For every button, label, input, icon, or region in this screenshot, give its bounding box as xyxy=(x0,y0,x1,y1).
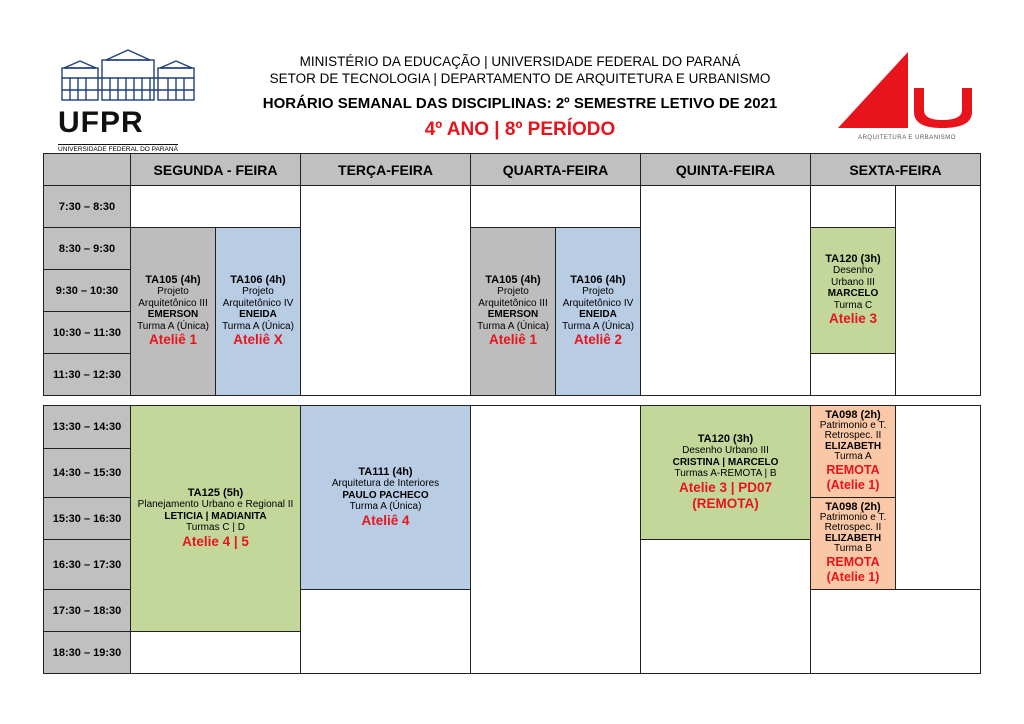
time-slot: 17:30 – 18:30 xyxy=(43,589,131,632)
time-slot: 13:30 – 14:30 xyxy=(43,405,131,449)
empty-cell xyxy=(470,185,641,228)
class-block-fri-ta098a xyxy=(810,405,896,498)
class-title: Patrimonio e T. xyxy=(819,419,887,431)
day-header-thursday: QUINTA-FEIRA xyxy=(640,153,811,186)
class-turma: Turma A (Única) xyxy=(222,320,294,332)
class-code: TA125 (5h) xyxy=(187,486,244,499)
class-title: Desenho Urbano III xyxy=(682,445,769,456)
class-block-tue-ta111 xyxy=(300,405,471,590)
ufpr-building-icon xyxy=(58,48,198,103)
class-block-mon-ta106 xyxy=(215,227,301,396)
class-room: Ateliê 4 xyxy=(361,512,410,528)
class-turma: Turma B xyxy=(834,543,872,555)
class-title: Arquitetônico IV xyxy=(222,297,294,309)
empty-cell xyxy=(810,589,981,674)
class-block-fri-ta098b xyxy=(810,497,896,590)
class-code: TA098 (2h) xyxy=(825,409,881,422)
class-block-fri-ta120 xyxy=(810,227,896,354)
class-professor: EMERSON xyxy=(147,309,199,321)
empty-cell xyxy=(895,405,981,590)
time-slot: 8:30 – 9:30 xyxy=(43,227,131,270)
class-professor: EMERSON xyxy=(487,309,539,321)
empty-cell xyxy=(640,185,811,396)
class-title: Arquitetônico IV xyxy=(562,297,634,309)
empty-cell xyxy=(300,185,471,396)
au-logo-icon xyxy=(838,52,976,130)
class-professor: ELIZABETH xyxy=(824,440,882,452)
au-logo-text: ARQUITETURA E URBANISMO xyxy=(858,135,956,141)
class-title: Arquitetônico III xyxy=(478,297,548,309)
time-slot: 14:30 – 15:30 xyxy=(43,448,131,498)
empty-cell xyxy=(640,539,811,674)
time-slot: 7:30 – 8:30 xyxy=(43,185,131,228)
class-code: TA111 (4h) xyxy=(358,465,413,478)
class-room: REMOTA xyxy=(826,462,880,477)
class-title: Patrimonio e T. xyxy=(819,511,887,523)
day-header-monday: SEGUNDA - FEIRA xyxy=(130,153,301,186)
class-professor: PAULO PACHECO xyxy=(342,489,429,501)
header-ministry: MINISTÉRIO DA EDUCAÇÃO | UNIVERSIDADE FEDERAL DO PARANÁ xyxy=(299,54,741,69)
empty-cell xyxy=(810,353,896,396)
class-title: Desenho xyxy=(832,265,874,277)
class-block-mon-ta105 xyxy=(130,227,216,396)
class-turma: Turma A (Única) xyxy=(137,320,209,332)
page-title: HORÁRIO SEMANAL DAS DISCIPLINAS: 2º SEMESTRE LETIVO DE 2021 xyxy=(262,95,778,112)
empty-cell xyxy=(130,185,301,228)
class-title: Projeto xyxy=(582,286,614,298)
class-turma: Turma A (Única) xyxy=(349,501,422,512)
class-turma: Turma A (Única) xyxy=(477,320,549,332)
class-code: TA120 (3h) xyxy=(825,252,881,265)
page-subtitle: 4º ANO | 8º PERÍODO xyxy=(424,119,616,140)
class-turma: Turmas A-REMOTA | B xyxy=(674,468,777,479)
day-header-tuesday: TERÇA-FEIRA xyxy=(300,153,471,186)
class-turma: Turma A xyxy=(834,451,872,463)
class-room: Ateliê 2 xyxy=(573,332,623,348)
class-code: TA106 (4h) xyxy=(230,273,286,286)
class-code: TA106 (4h) xyxy=(570,273,626,286)
class-title: Projeto xyxy=(157,286,189,298)
empty-cell xyxy=(470,405,641,674)
class-professor: ENEIDA xyxy=(239,309,277,321)
time-slot: 18:30 – 19:30 xyxy=(43,631,131,674)
class-room: Ateliê 1 xyxy=(148,332,198,348)
empty-cell xyxy=(300,589,471,674)
day-header-friday: SEXTA-FEIRA xyxy=(810,153,981,186)
class-professor: ELIZABETH xyxy=(824,532,882,544)
au-logo xyxy=(838,52,976,141)
class-title: Arquitetura de Interiores xyxy=(331,478,440,489)
class-title: Urbano III xyxy=(831,276,875,288)
class-code: TA098 (2h) xyxy=(825,501,881,514)
empty-cell xyxy=(810,185,896,228)
class-block-wed-ta105 xyxy=(470,227,556,396)
ufpr-logo xyxy=(58,48,198,153)
class-block-wed-ta106 xyxy=(555,227,641,396)
class-title: Projeto xyxy=(242,286,274,298)
time-slot: 10:30 – 11:30 xyxy=(43,311,131,354)
header-department: SETOR DE TECNOLOGIA | DEPARTAMENTO DE ARQUITETURA E URBANISMO xyxy=(269,71,771,86)
class-professor: LETICIA | MADIANITA xyxy=(164,510,267,522)
class-title: Planejamento Urbano e Regional II xyxy=(137,499,294,510)
class-code: TA105 (4h) xyxy=(485,273,541,286)
class-turma: Turmas C | D xyxy=(186,522,245,533)
class-room: Atelie 3 xyxy=(828,311,878,327)
ufpr-logo-subtext: UNIVERSIDADE FEDERAL DO PARANÁ xyxy=(58,146,178,153)
class-room-alt: (Atelie 1) xyxy=(826,569,880,584)
class-turma: Turma C xyxy=(833,299,873,311)
class-turma: Turma A (Única) xyxy=(562,320,634,332)
time-slot: 9:30 – 10:30 xyxy=(43,269,131,312)
class-room: Ateliê X xyxy=(233,332,283,348)
header-corner xyxy=(43,153,131,186)
empty-cell xyxy=(895,185,981,396)
class-room-mode: (REMOTA) xyxy=(692,495,759,511)
time-slot: 16:30 – 17:30 xyxy=(43,539,131,590)
time-slot: 11:30 – 12:30 xyxy=(43,353,131,396)
class-room: Ateliê 1 xyxy=(488,332,538,348)
class-block-mon-ta125 xyxy=(130,405,301,632)
class-code: TA120 (3h) xyxy=(697,432,754,445)
class-professor: ENEIDA xyxy=(579,309,617,321)
class-code: TA105 (4h) xyxy=(145,273,201,286)
class-room: Atelie 4 | 5 xyxy=(182,533,249,549)
class-room: Atelie 3 | PD07 xyxy=(678,479,773,495)
time-slot: 15:30 – 16:30 xyxy=(43,497,131,540)
class-professor: MARCELO xyxy=(827,288,879,300)
class-room: REMOTA xyxy=(826,554,880,569)
class-title: Projeto xyxy=(497,286,529,298)
class-title: Arquitetônico III xyxy=(138,297,208,309)
ufpr-logo-text: UFPR xyxy=(58,106,144,139)
empty-cell xyxy=(130,631,301,674)
class-room-alt: (Atelie 1) xyxy=(826,477,880,492)
class-professor: CRISTINA | MARCELO xyxy=(672,456,779,468)
class-block-thu-ta120 xyxy=(640,405,811,540)
class-title: Retrospec. II xyxy=(824,522,882,534)
day-header-wednesday: QUARTA-FEIRA xyxy=(470,153,641,186)
class-title: Retrospec. II xyxy=(824,430,882,442)
